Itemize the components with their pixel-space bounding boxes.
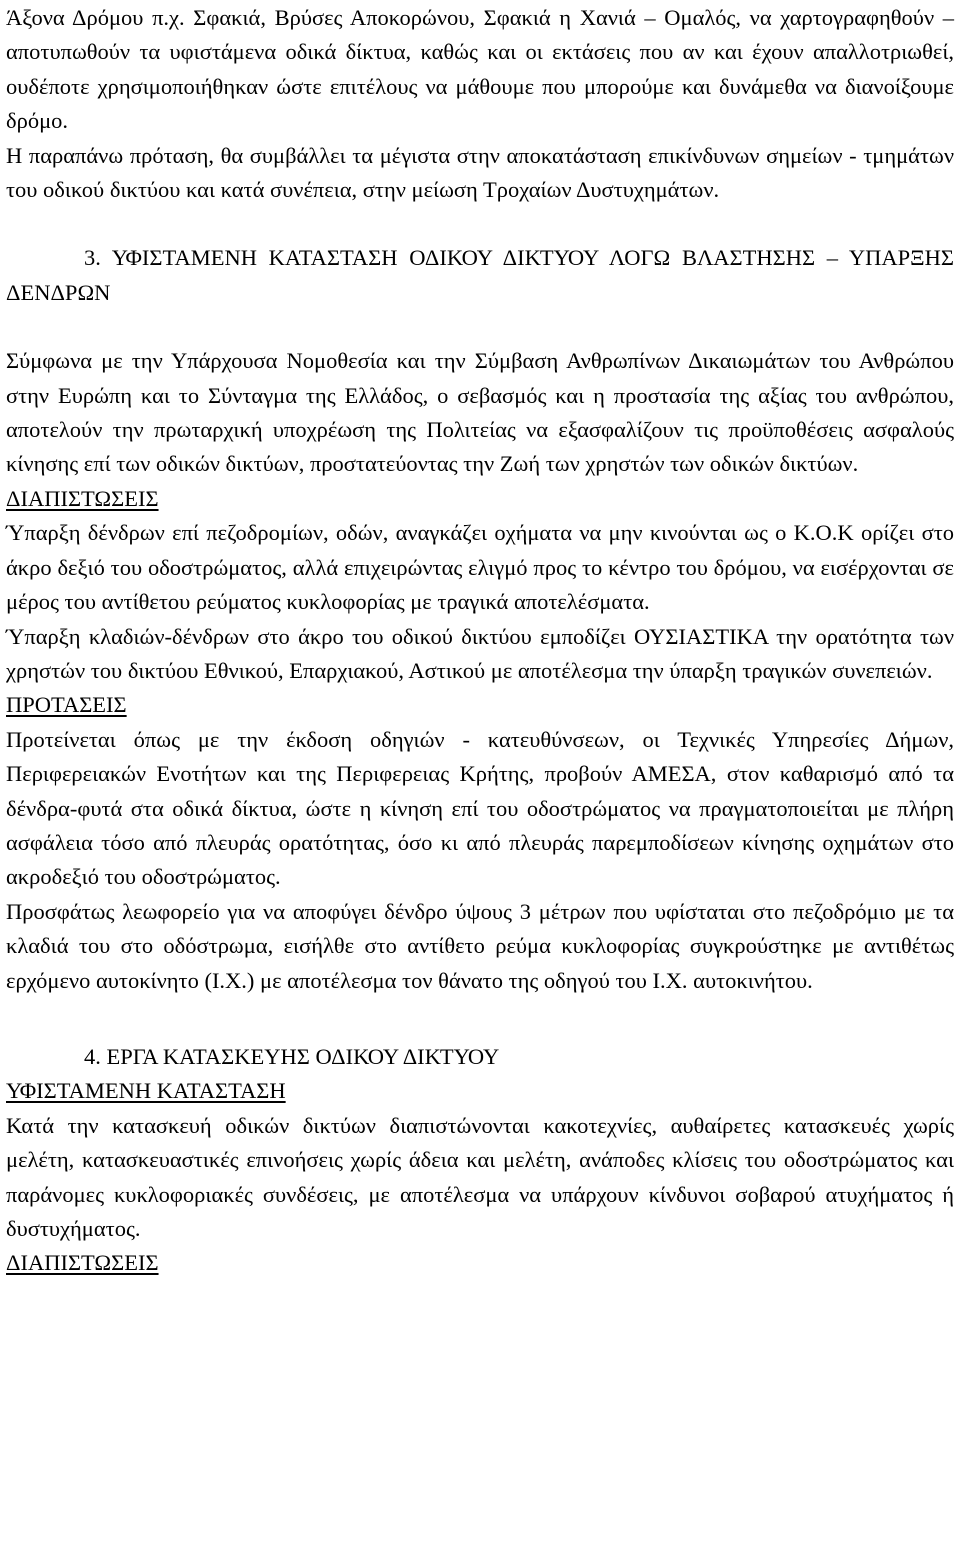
section-4-current-heading: ΥΦΙΣΤΑΜΕΝΗ ΚΑΤΑΣΤΑΣΗ [6,1078,286,1104]
section-3-intro: Σύμφωνα με την Υπάρχουσα Νομοθεσία και την Σύμβαση Ανθρωπίνων Δικαιωμάτων του Ανθρώπου στην Ευρώπη και το Σύνταγμα της Ελλάδος, ο σεβασμός και η προστασία της αξίας του ανθρώπου, αποτελούν την πρωταρχική υποχρέωση της Πολιτείας να εξασφαλίζουν τις προϋποθέσεις ασφαλούς κίνησης επί των οδικών δικτύων, προστατεύοντας την Ζωή των χρηστών των οδικών δικτύων. [6,348,954,477]
section-3-finding-2: Ύπαρξη κλαδιών-δένδρων στο άκρο του οδικού δικτύου εμποδίζει ΟΥΣΙΑΣΤΙΚΑ την ορατότητα των χρηστών του δικτύου Εθνικού, Επαρχιακού, Αστικού με αποτέλεσμα την ύπαρξη τραγικών συνεπειών. [6,623,954,683]
section-4-heading [6,1040,954,1074]
intro-paragraph-2: Η παραπάνω πρόταση, θα συμβάλλει τα μέγιστα στην αποκατάσταση επικίνδυνων σημείων - τμημάτων του οδικού δικτύου και κατά συνέπεια, στην μείωση Τροχαίων Δυστυχημάτων. [6,142,954,203]
spacer [6,998,954,1040]
section-3-heading [6,241,954,310]
section-4-number: 4. [84,1043,101,1069]
section-3-findings-heading: ΔΙΑΠΙΣΤΩΣΕΙΣ [6,485,159,511]
section-4-title: ΕΡΓΑ ΚΑΤΑΣΚΕΥΗΣ ΟΔΙΚΟΥ ΔΙΚΤΥΟΥ [106,1043,500,1069]
spacer [6,310,954,344]
section-3-proposal-1: Προτείνεται όπως με την έκδοση οδηγιών - κατευθύνσεων, οι Τεχνικές Υπηρεσίες Δήμων, Περιφερειακών Ενοτήτων και της Περιφερειας Κρήτης, προβούν ΑΜΕΣΑ, στον καθαρισμό από τα δένδρα-φυτά στα οδικά δίκτυα, ώστε η κίνηση επί του οδοστρώματος να πραγματοποιείται με πλήρη ασφάλεια τόσο από πλευράς ορατότητας, όσο κι από πλευράς παρεμποδίσεων κίνησης οχημάτων στο ακροδεξιό του οδοστρώματος. [6,726,954,890]
section-4-findings-heading: ΔΙΑΠΙΣΤΩΣΕΙΣ [6,1250,159,1276]
spacer [6,207,954,241]
section-3-finding-1: Ύπαρξη δένδρων επί πεζοδρομίων, οδών, αναγκάζει οχήματα να μην κινούνται ως ο Κ.Ο.Κ ορίζει στο άκρο δεξιό του οδοστρώματος, αλλά επιχειρώντας ελιγμό προς το κέντρο του δρόμου, να εισέρχονται σε μέρος του αντίθετου ρεύματος κυκλοφορίας με τραγικά αποτελέσματα. [6,520,954,615]
section-3-title: ΥΦΙΣΤΑΜΕΝΗ ΚΑΤΑΣΤΑΣΗ ΟΔΙΚΟΥ ΔΙΚΤΥΟΥ ΛΟΓΩ ΒΛΑΣΤΗΣΗΣ – ΥΠΑΡΞΗΣ ΔΕΝΔΡΩΝ [6,245,955,305]
document-page [6,0,954,1281]
section-4-current-text: Κατά την κατασκευή οδικών δικτύων διαπιστώνονται κακοτεχνίες, αυθαίρετες κατασκευές χωρίς μελέτη, κατασκευαστικές επινοήσεις χωρίς άδεια και μελέτη, ανάποδες κλίσεις του οδοστρώματος και παράνομες κυκλοφοριακές συνδέσεις, με αποτέλεσμα να υπάρχουν κίνδυνοι σοβαρού ατυχήματος ή δυστυχήματος. [6,1112,954,1241]
section-3-number: 3. [84,245,101,271]
section-3-proposal-2: Προσφάτως λεωφορείο για να αποφύγει δένδρο ύψους 3 μέτρων που υφίσταται στο πεζοδρόμιο με τα κλαδιά του στο οδόστρωμα, εισήλθε στο αντίθετο ρεύμα κυκλοφορίας συγκρούστηκε με αντιθέτως ερχόμενο αυτοκίνητο (Ι.Χ.) με αποτέλεσμα τον θάνατο της οδηγού του Ι.Χ. αυτοκινήτου. [6,898,954,993]
section-3-proposals-heading: ΠΡΟΤΑΣΕΙΣ [6,692,127,718]
intro-paragraph-1: Άξονα Δρόμου π.χ. Σφακιά, Βρύσες Αποκορώνου, Σφακιά η Χανιά – Ομαλός, να χαρτογραφηθούν –αποτυπωθούν τα υφιστάμενα οδικά δίκτυα, καθώς και οι εκτάσεις που αν και έχουν απαλλοτριωθεί, ουδέποτε χρησιμοποιήθηκαν ώστε επιτέλους να μάθουμε που μπορούμε και δυνάμεθα να διανοίξουμε δρόμο. [6,5,954,134]
